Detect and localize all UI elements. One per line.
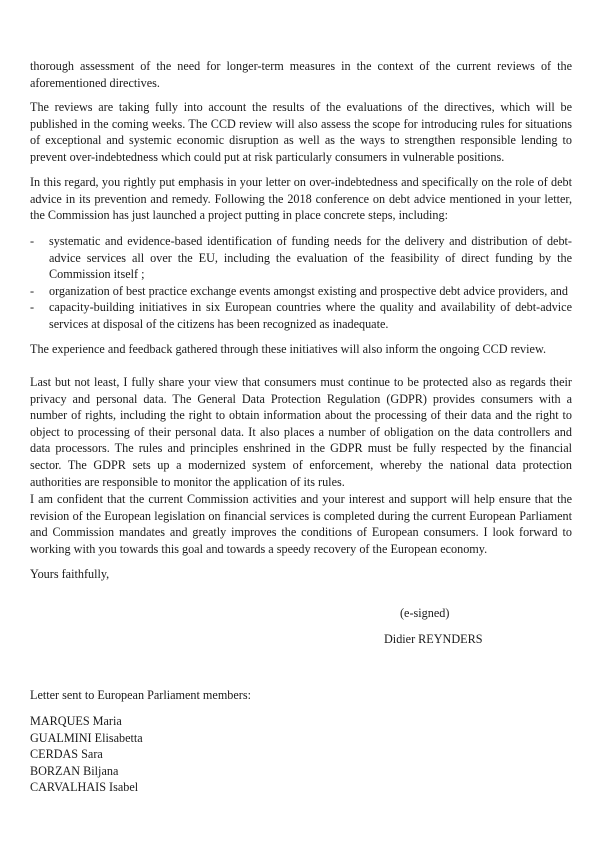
bullet-dash: - [30, 300, 35, 315]
closing-salutation: Yours faithfully, [30, 567, 110, 581]
list-item-text: organization of best practice exchange events amongst existing and prospective debt advice providers, and [49, 283, 568, 298]
recipients-heading: Letter sent to European Parliament members: [30, 688, 251, 702]
bullet-dash: - [30, 234, 35, 248]
list-item [30, 299, 572, 332]
bullet-dash: - [30, 283, 35, 298]
list-item-text: capacity-building initiatives in six European countries where the quality and availability of debt-advice services at disposal of the citizens has been recognized as inadequate. [49, 300, 572, 331]
paragraph-reviews: The reviews are taking fully into account the results of the evaluations of the directives, which will be published in the coming weeks. The CCD review will also assess the scope for introducing rules for situations of exceptional and systemic economic disruption as well as the ways to strengthen responsible lending to prevent over-indebtedness which could put at risk particularly consumers in vulnerable positions. [30, 100, 572, 164]
paragraph-experience: The experience and feedback gathered through these initiatives will also inform the ongoing CCD review. [30, 342, 546, 356]
recipient-name: GUALMINI Elisabetta [30, 730, 143, 745]
project-steps-list [30, 233, 572, 333]
paragraph-debt-advice: In this regard, you rightly put emphasis in your letter on over-indebtedness and specifically on the role of debt advice in its prevention and remedy. Following the 2018 conference on debt advice mentioned in your letter, the Commission has just launched a project putting in place concrete steps, including: [30, 175, 572, 223]
list-item [30, 233, 572, 283]
paragraph-confidence: I am confident that the current Commission activities and your interest and support will help ensure that the revision of the European legislation on financial services is completed during the current European Parliament and Commission mandates and greatly improves the conditions of European consumers. I look forward to working with you towards this goal and towards a speedy recovery of the European economy. [30, 492, 572, 556]
list-item-text: systematic and evidence-based identification of funding needs for the delivery and distribution of debt-advice services all over the EU, including the evaluation of the feasibility of direct funding by the Commission itself ; [49, 234, 572, 282]
recipient-name: CARVALHAIS Isabel [30, 780, 139, 795]
recipient-name: MARQUES Maria [30, 714, 122, 728]
signer-name: Didier REYNDERS [384, 632, 483, 646]
e-signed-note: (e-signed) [400, 606, 450, 620]
list-item [30, 283, 572, 300]
paragraph-assessment: thorough assessment of the need for longer-term measures in the context of the current reviews of the aforementioned directives. [30, 59, 572, 90]
recipients-list [30, 713, 143, 796]
paragraph-gdpr: Last but not least, I fully share your view that consumers must continue to be protected also as regards their privacy and personal data. The General Data Protection Regulation (GDPR) provides consumers with a number of rights, including the right to obtain information about the processing of their data and the right to object to processing of their personal data. It also places a number of obligation on the data controllers and data processors. The rules and principles enshrined in the GDPR must be fully respected by the financial sector. The GDPR sets up a modernized system of enforcement, whereby the national data protection authorities are responsible to monitor the application of its rules. [30, 375, 572, 489]
recipient-name: CERDAS Sara [30, 747, 103, 762]
recipient-name: BORZAN Biljana [30, 763, 119, 778]
